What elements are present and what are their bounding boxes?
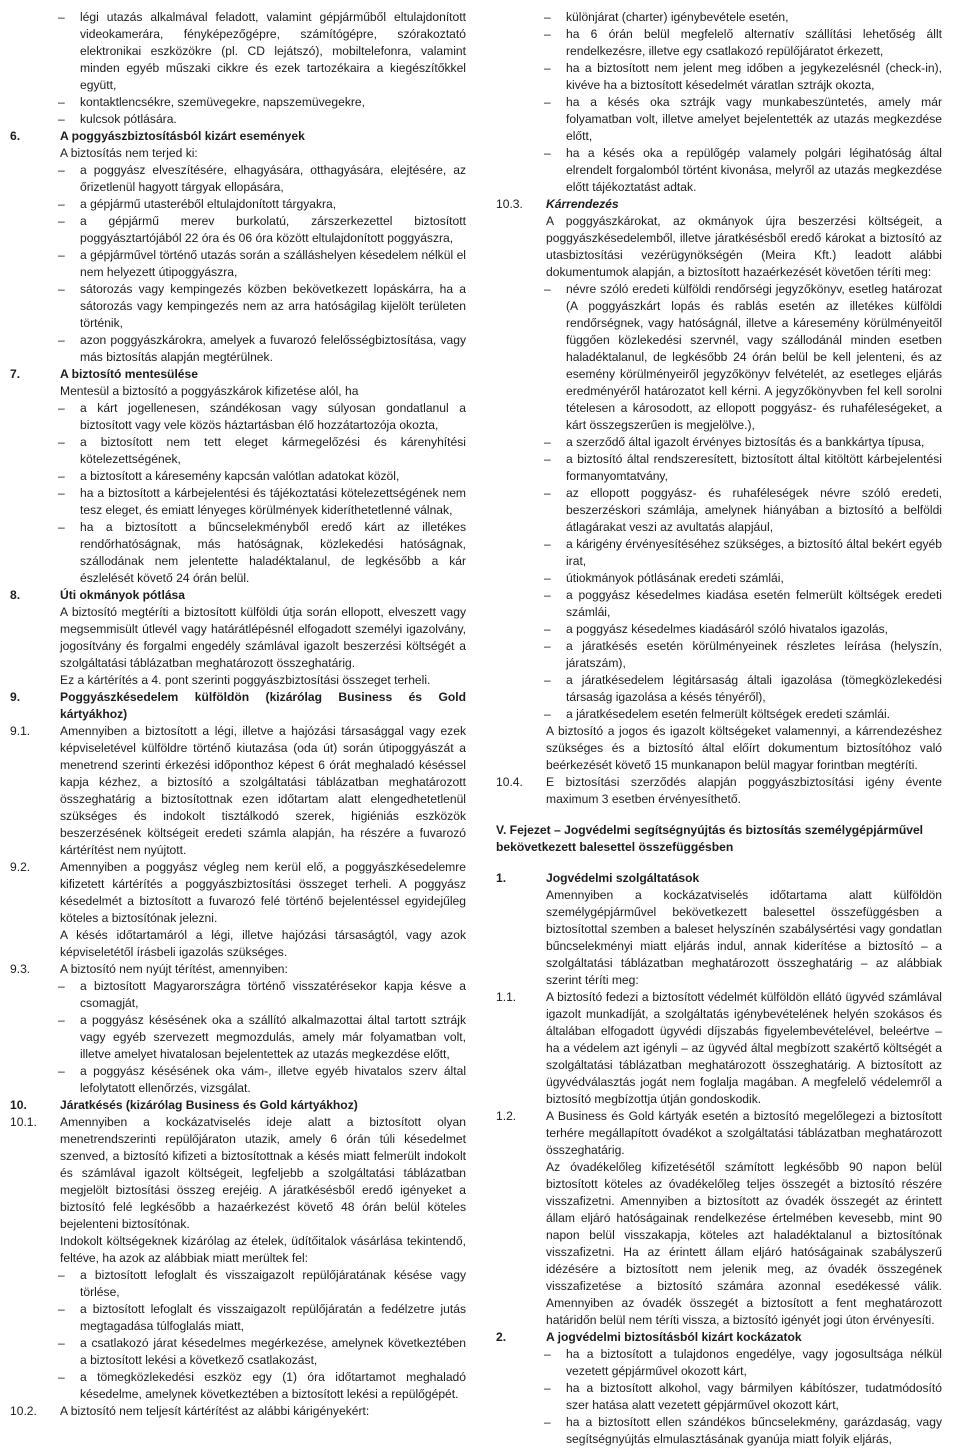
section-text: Úti okmányok pótlása (60, 588, 186, 602)
section-text: Kárrendezés (546, 197, 619, 211)
paragraph: Az óvadékelőleg kifizetésétől számított legkésőbb 90 napon belül biztosított köteles az óvadékelőleg teljes összegét a biztosító részére visszafizetni. Amennyiben a biztosított az óvadék összegét az érintett állam eljáró hatóságainak rendelkezése értelmében kevesebb, mint 90 napon belül visszakapja, köteles azt haladéktalanul a biztosítónak visszafizetni. Ha az érintett állam eljáró hatóságainak szabályszerű idézésére a biztosított nem jelenik meg, az óvadék összegének visszafizetése a biztosító számára azonnal esedékessé válik. Amennyiben az óvadék összegét a biztosított a fent meghatározott határidőn belül nem téríti vissza, a biztosító igényét jogi úton érvényesíti. (546, 1160, 942, 1327)
bullet-item: – a biztosított lefoglalt és visszaigazolt repülőjáratának késése vagy törlése, (10, 1267, 466, 1301)
section-text: A poggyászbiztosításból kizárt események (60, 129, 305, 143)
section-heading (10, 128, 466, 145)
section-heading (10, 1097, 466, 1114)
section-text: Poggyászkésedelem külföldön (kizárólag Business és Gold kártyákhoz) (60, 690, 466, 721)
section-number: 6. (10, 129, 21, 143)
bullet-item: – a poggyász késedelmes kiadásáról szóló hivatalos igazolás, (496, 621, 942, 638)
bullet-item: – kulcsok pótlására. (10, 111, 466, 128)
bullet-item: – ha a biztosított a kárbejelentési és tájékoztatási kötelezettségének nem tesz eleget, és emiatt lényeges körülmények kideríthetetlenné válnak, (10, 485, 466, 519)
bullet-item: – a poggyász késésének oka vám-, illetve egyéb hivatalos szerv által lefolytatott ellenőrzés, vizsgálat. (10, 1063, 466, 1097)
numbered-paragraph (10, 723, 466, 859)
left-column (10, 9, 466, 1420)
bullet-item: – a biztosított nem tett eleget kármegelőzési és kárenyhítési kötelezettségének, (10, 434, 466, 468)
section-text: A Business és Gold kártyák esetén a biztosító megelőlegezi a biztosított terhére megállapított óvadékot a szolgáltatási táblázatban meghatározott összeghatárig. (546, 1109, 942, 1157)
paragraph: Indokolt költségeknek kizárólag az ételek, üdítőitalok vásárlása tekintendő, feltéve, ha azok az alábbiak miatt merültek fel: (60, 1234, 466, 1265)
section-text: A biztosító mentesülése (60, 367, 198, 381)
section-number: 1.1. (496, 990, 517, 1004)
section-number: 10.4. (496, 775, 523, 789)
bullet-item: – ha 6 órán belül megfelelő alternatív szállítási lehetőség állt rendelkezésre, illetve egy csatlakozó repülőjáratot érkezett, (496, 26, 942, 60)
bullet-item: – a gépjármű merev burkolatú, zárszerkezettel biztosított poggyásztartójából 22 óra és 06 óra között eltulajdonított poggyászra, (10, 213, 466, 247)
section-number: 7. (10, 367, 21, 381)
bullet-item: – az ellopott poggyász- és ruhaféleségek névre szóló eredeti, beszerzéskori számlája, amelynek hiányában a biztosító a belföldi átlagárakat veszi az avultatás alapjául, (496, 485, 942, 536)
section-heading (10, 366, 466, 383)
paragraph: A késés időtartamáról a légi, illetve hajózási társaságtól, vagy azok képviseletétől írásbeli igazolás szükséges. (60, 928, 466, 959)
section-number: 9.3. (10, 962, 31, 976)
bullet-item: – a szerződő által igazolt érvényes biztosítás és a bankkártya típusa, (496, 434, 942, 451)
bullet-item: – a kárigény érvényesítéséhez szükséges, a biztosító által bekért egyéb irat, (496, 536, 942, 570)
bullet-item: – a poggyász késésének oka a szállító alkalmazottai által tartott sztrájk vagy egyéb szervezett megmozdulás, amely már folyamatban volt, illetve amelyet hivatalosan bejelentettek az utazás megkezdése előtt, (10, 1012, 466, 1063)
bullet-item: – a biztosított a káresemény kapcsán valótlan adatokat közöl, (10, 468, 466, 485)
bullet-item: – a járatkésés esetén körülményeinek részletes leírása (helyszín, járatszám), (496, 638, 942, 672)
bullet-item: – kontaktlencsékre, szemüvegekre, napszemüvegekre, (10, 94, 466, 111)
section-text: A jogvédelmi biztosításból kizárt kockázatok (546, 1330, 802, 1344)
paragraph: Amennyiben a kockázatviselés időtartama alatt külföldön személygépjárművel bekövetkezett balesettel összefüggésben a biztosítottal szemben a baleset helyszínén szabálysértési vagy gondatlan bűncselekményi miatt eljárás indul, annak kiderítése a biztosító – a szolgáltatási táblázatban meghatározott összeghatárig – az alábbiak szerint téríti meg: (546, 888, 942, 987)
section-number: 10.3. (496, 197, 523, 211)
bullet-item: – ha a késés oka sztrájk vagy munkabeszüntetés, amely már folyamatban volt, illetve amelyet bejelentették az utazás megkezdése előtt, (496, 94, 942, 145)
section-number: 10.1. (10, 1115, 37, 1129)
section-number: 2. (496, 1330, 507, 1344)
right-column (496, 9, 942, 1448)
section-heading (10, 689, 466, 723)
section-text: Járatkésés (kizárólag Business és Gold kártyákhoz) (60, 1098, 358, 1112)
section-heading (496, 1329, 942, 1346)
section-text: A biztosító nem nyújt térítést, amennyiben: (60, 962, 288, 976)
section-text: Jogvédelmi szolgáltatások (546, 871, 700, 885)
bullet-item: – ha a biztosított a bűncselekményből eredő kárt az illetékes rendőrhatóságnak, más hatóságnak, közlekedési hatóságnak, szállodának nem jelentette haladéktalanul, de legkésőbb a kár észlelését követő 24 órán belül. (10, 519, 466, 587)
bullet-item: – a biztosított Magyarországra történő visszatérésekor kapja késve a csomagját, (10, 978, 466, 1012)
section-number: 10. (10, 1098, 27, 1112)
section-number: 1.2. (496, 1109, 517, 1123)
numbered-paragraph (10, 1114, 466, 1233)
paragraph: Mentesül a biztosító a poggyászkárok kifizetése alól, ha (60, 384, 359, 398)
numbered-paragraph (10, 859, 466, 927)
bullet-item: – sátorozás vagy kempingezés közben bekövetkezett lopáskárra, ha a sátorozás vagy kempingezés nem az arra hatóságilag kijelölt területen történik, (10, 281, 466, 332)
chapter-heading: V. Fejezet – Jogvédelmi segítségnyújtás és biztosítás személygépjárművel bekövetkezett balesettel összefüggésben (496, 823, 924, 854)
bullet-item: – a gépjárművel történő utazás során a szálláshelyen késedelem nélkül el nem helyezett útipoggyászra, (10, 247, 466, 281)
bullet-item: – a csatlakozó járat késedelmes megérkezése, amelynek következtében a biztosított lekési a következő csatlakozást, (10, 1335, 466, 1369)
numbered-paragraph (496, 1108, 942, 1159)
spacer (496, 856, 942, 870)
section-text: A biztosító nem teljesít kártérítést az alábbi kárigényekért: (60, 1404, 370, 1418)
paragraph: A biztosítás nem terjed ki: (60, 146, 198, 160)
section-text: Amennyiben a poggyász végleg nem kerül elő, a poggyászkésedelemre kifizetett kártérítés a poggyászbiztosítási összeget terheli. A poggyász késedelmét a biztosított a fuvarozó felé történő bejelentéssel egyidejűleg köteles a biztosítónak jelezni. (60, 860, 466, 925)
section-number: 9.1. (10, 724, 31, 738)
bullet-item: – ha a biztosított ellen szándékos bűncselekmény, garázdaság, vagy segítségnyújtás elmulasztásának gyanúja miatt folyik eljárás, (496, 1414, 942, 1448)
section-heading (10, 587, 466, 604)
bullet-item: – a biztosított lefoglalt és visszaigazolt repülőjáratán a fedélzetre jutás megtagadása túlfoglalás miatt, (10, 1301, 466, 1335)
bullet-item: – a gépjármű utasteréből eltulajdonított tárgyakra, (10, 196, 466, 213)
bullet-item: – a járatkésedelem esetén felmerült költségek eredeti számlái. (496, 706, 942, 723)
section-number: 9.2. (10, 860, 31, 874)
section-number: 9. (10, 690, 21, 704)
bullet-item: – ha a biztosított nem jelent meg időben a jegykezelésnél (check-in), kivéve ha a biztosított késedelmét váratlan sztrájk okozta, (496, 60, 942, 94)
paragraph: A biztosító a jogos és igazolt költségeket valamennyi, a kárrendezéshez szükséges és a biztosító által előírt dokumentum biztosítóhoz való beérkezését követő 15 munkanapon belül magyar forintban megtéríti. (546, 724, 942, 772)
bullet-item: – ha a késés oka a repülőgép valamely polgári légihatóság által elrendelt forgalomból történt kivonása, melyről az utazás megkezdése előtt tájékoztatást adtak. (496, 145, 942, 196)
section-text: A biztosító fedezi a biztosított védelmét külföldön ellátó ügyvéd számlával igazolt munkadíját, a szolgáltatás igénybevételének helyén szokásos és általában elfogadott ügyvédi díjszabás figyelembevételével, beleértve – ha a védelem azt igényli – az ügyvéd által megbízott szakértő költségét a szolgáltatási táblázatban meghatározott összeghatárig. A biztosított az ügyvédválasztás jogát nem foglalja magában. A megfelelő védelemről a biztosító megbízottja útján gondoskodik. (546, 990, 942, 1106)
bullet-item: – a kárt jogellenesen, szándékosan vagy súlyosan gondatlanul a biztosított vagy vele közös háztartásban élő hozzátartozója okozta, (10, 400, 466, 434)
bullet-item: – ha a biztosított a tulajdonos engedélye, vagy jogosultsága nélkül vezetett gépjárművel okozott kárt, (496, 1346, 942, 1380)
section-number: 10.2. (10, 1404, 37, 1418)
bullet-item: – a poggyász elveszítésére, elhagyására, otthagyására, elejtésére, az őrizetlenül hagyott tárgyak ellopására, (10, 162, 466, 196)
section-number: 8. (10, 588, 21, 602)
section-text: Amennyiben a kockázatviselés ideje alatt a biztosított olyan menetrendszerinti repülőjáraton utazik, amely 6 órán túli késedelmet szenved, a biztosító kifizeti a biztosítottnak a késés miatt felmerült indokolt és számlával igazolt költségeit, legfeljebb a szolgáltatási táblázatban megjelölt biztosítási összeg erejéig. A járatkésésből eredő igényeket a biztosító felé legkésőbb a hazaérkezést követő 48 órán belül köteles bejelenteni biztosítónak. (60, 1115, 466, 1231)
section-number: 1. (496, 871, 507, 885)
bullet-item: – különjárat (charter) igénybevétele esetén, (496, 9, 942, 26)
bullet-item: – a tömegközlekedési eszköz egy (1) óra időtartamot meghaladó késedelme, amelynek következtében a biztosított lekési a repülőgépét. (10, 1369, 466, 1403)
section-text: E biztosítási szerződés alapján poggyászbiztosítási igény évente maximum 3 esetben érvényesíthető. (546, 775, 942, 806)
paragraph: A poggyászkárokat, az okmányok újra beszerzési költségeit, a poggyászkésedelemből, illetve járatkésésből eredő károkat a biztosító az utasbiztosítási vezérügynökségén (Meira Kft.) leadott alábbi dokumentumok alapján, a biztosított hazaérkezését követően téríti meg: (546, 214, 942, 279)
numbered-paragraph (10, 961, 466, 978)
bullet-item: – a poggyász késedelmes kiadása esetén felmerült költségek eredeti számlái, (496, 587, 942, 621)
numbered-paragraph (496, 989, 942, 1108)
section-text: Amennyiben a biztosított a légi, illetve a hajózási társasággal vagy ezek képviseletével külföldre történő kiutazása (oda út) során útipoggyászát a menetrend szerinti érkezési időponthoz képest 6 órát meghaladó késéssel kapja kézhez, a biztosító a szolgáltatási táblázatban meghatározott összeghatárig a biztosítottnak ezen időtartam alatt elengedhetetlenül szükséges és indokolt tisztálkodó szerek, higiéniás eszközök beszerzésének költségeit eredeti számla alapján, ha részére a fuvarozó kártérítést nem nyújtott. (60, 724, 466, 857)
bullet-item: – ha a biztosított alkohol, vagy bármilyen kábítószer, tudatmódosító szer hatása alatt vezetett gépjárművel okozott kárt, (496, 1380, 942, 1414)
paragraph: A biztosító megtéríti a biztosított külföldi útja során ellopott, elveszett vagy megsemmisült útlevél vagy határátlépésnél elfogadott személyi igazolvány, jogosítvány és forgalmi engedély számlával igazolt beszerzési költségét a szolgáltatási táblázatban meghatározott összeghatárig. (60, 605, 466, 670)
bullet-item: – útiokmányok pótlásának eredeti számlái, (496, 570, 942, 587)
paragraph: Ez a kártérítés a 4. pont szerinti poggyászbiztosítási összeget terheli. (60, 673, 431, 687)
bullet-item: – a biztosító által rendszeresített, biztosított által kitöltött kárbejelentési formanyomtatvány, (496, 451, 942, 485)
section-heading (496, 870, 942, 887)
bullet-item: – légi utazás alkalmával feladott, valamint gépjárműből eltulajdonított videokamerára, fényképezőgépre, számítógépre, szórakoztató elektronikai eszközökre (pl. CD lejátszó), mobiltelefonra, valamint minden egyéb műszaki cikkre és ezek tartozékaira a kiegészítőkkel együtt, (10, 9, 466, 94)
bullet-item: – névre szóló eredeti külföldi rendőrségi jegyzőkönyv, esetleg határozat (A poggyászkárt lopás és rablás esetén az illetékes külföldi rendőrségnek, vagy hatóságnál, illetve a káresemény körülményeitől függően közlekedési szervnél, vagy szállodánál minden esetben haladéktalanul, de legkésőbb 24 órán belül be kell jelenteni, és az esemény körülményeiről jegyzőkönyv felvételét, az esetleges eljárás eredményéről határozatot kell kérni. A jegyzőkönyvben fel kell sorolni tételesen a károsodott, az ellopott poggyász- és ruhaféleségeket, a kárt összegszerűen is megjelölve.), (496, 281, 942, 434)
numbered-paragraph (10, 1403, 466, 1420)
numbered-paragraph (496, 774, 942, 808)
bullet-item: – azon poggyászkárokra, amelyek a fuvarozó felelősségbiztosítása, vagy más biztosítás alapján megtérülnek. (10, 332, 466, 366)
subsection-heading (496, 196, 942, 213)
bullet-item: – a járatkésedelem légitársaság általi igazolása (tömegközlekedési társaság igazolása a késés tényéről), (496, 672, 942, 706)
